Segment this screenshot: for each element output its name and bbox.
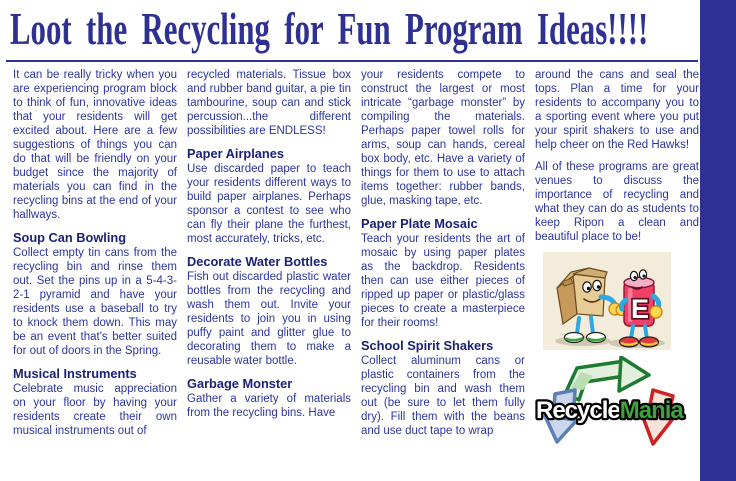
can-letter: E [630, 294, 650, 324]
recycling-mascots-image [543, 252, 671, 350]
section-heading-garbage-monster: Garbage Monster [187, 376, 293, 391]
section-heading-decorate-water-bottles: Decorate Water Bottles [187, 254, 328, 269]
logo-wordmark [536, 397, 684, 424]
paragraph: recycled materials. Tissue box and rubber band guitar, a pie tin tambourine, soup can and stick percussion...the different possibilities are ENDLESS! [187, 69, 351, 137]
column-2 [187, 68, 351, 448]
page-title: Loot the Recycling for Fun Program Ideas!!!! [10, 3, 649, 54]
section-heading-soup-can-bowling: Soup Can Bowling [13, 230, 127, 245]
paragraph: around the cans and seal the tops. Plan a time for your residents to accompany you to a sporting event where you put your spirit shakers to use and help cheer on the Red Hawks! [535, 69, 699, 151]
title-divider [6, 60, 698, 62]
recyclemania-logo-image [535, 356, 697, 448]
logo-word-mania: Mania [619, 397, 683, 424]
paragraph: Fish out discarded plastic water bottles from the recycling and wash them out. Invite your residents to join you in using puffy paint and glitter glue to decorating them to make a reusable water bottle. [187, 271, 351, 367]
paragraph: your residents compete to construct the largest or most intricate “garbage monster” by compiling the materials. Perhaps paper towel rolls for arms, soup can hands, cereal box body, etc. Have a variety of things for them to use to attach items together: rubber bands, glue, masking tape, etc. [361, 69, 525, 207]
section-heading-paper-plate-mosaic: Paper Plate Mosaic [361, 216, 478, 231]
recyclemania-logo [535, 356, 697, 448]
column-1 [13, 68, 177, 448]
right-accent-bar [700, 0, 736, 481]
section-heading-school-spirit-shakers: School Spirit Shakers [361, 338, 494, 353]
paragraph: All of these programs are great venues to discuss the importance of recycling and what they can do as students to keep Ripon a clean and beautiful place to be! [535, 161, 699, 243]
section-heading-paper-airplanes: Paper Airplanes [187, 146, 284, 161]
paragraph: Use discarded paper to teach your residents different ways to build paper airplanes. Perhaps sponsor a contest to see who can fly their plane the furthest, most accurately, tricks, etc. [187, 163, 351, 245]
paragraph: Collect empty tin cans from the recycling bin and rinse them out. Set the pins up in a 5-4-3-2-1 pyramid and have your residents use a baseball to try to knock them down. This may be an event that's better suited for out of doors in the Spring. [13, 247, 177, 357]
paragraph: Collect aluminum cans or plastic containers from the recycling bin and wash them out (be sure to let them fully dry). Fill them with the beans and use duct tape to wrap [361, 355, 525, 437]
paragraph: Gather a variety of materials from the recycling bins. Have [187, 393, 351, 419]
section-heading-musical-instruments: Musical Instruments [13, 366, 137, 381]
recycling-mascots-illustration [543, 252, 671, 350]
logo-word-recycle: Recycle [536, 397, 620, 424]
column-4 [535, 68, 699, 448]
paragraph: Celebrate music appreciation on your floor by having your residents create their own musical instruments out of [13, 383, 177, 437]
intro-paragraph: It can be really tricky when you are experiencing program block to think of fun, innovative ideas that your residents will get excited about. Here are a few suggestions of things you can do that will be friendly on your budget since the majority of materials you can find in the recycling bins at the end of your hallways. [13, 69, 177, 221]
column-3 [361, 68, 525, 448]
article-columns [13, 68, 699, 448]
green-recycle-arrow [565, 357, 649, 400]
paragraph: Teach your residents the art of mosaic by using paper plates as the backdrop. Residents then can use either pieces of ripped up paper or plastic/glass pieces to create a masterpiece for their rooms! [361, 233, 525, 329]
